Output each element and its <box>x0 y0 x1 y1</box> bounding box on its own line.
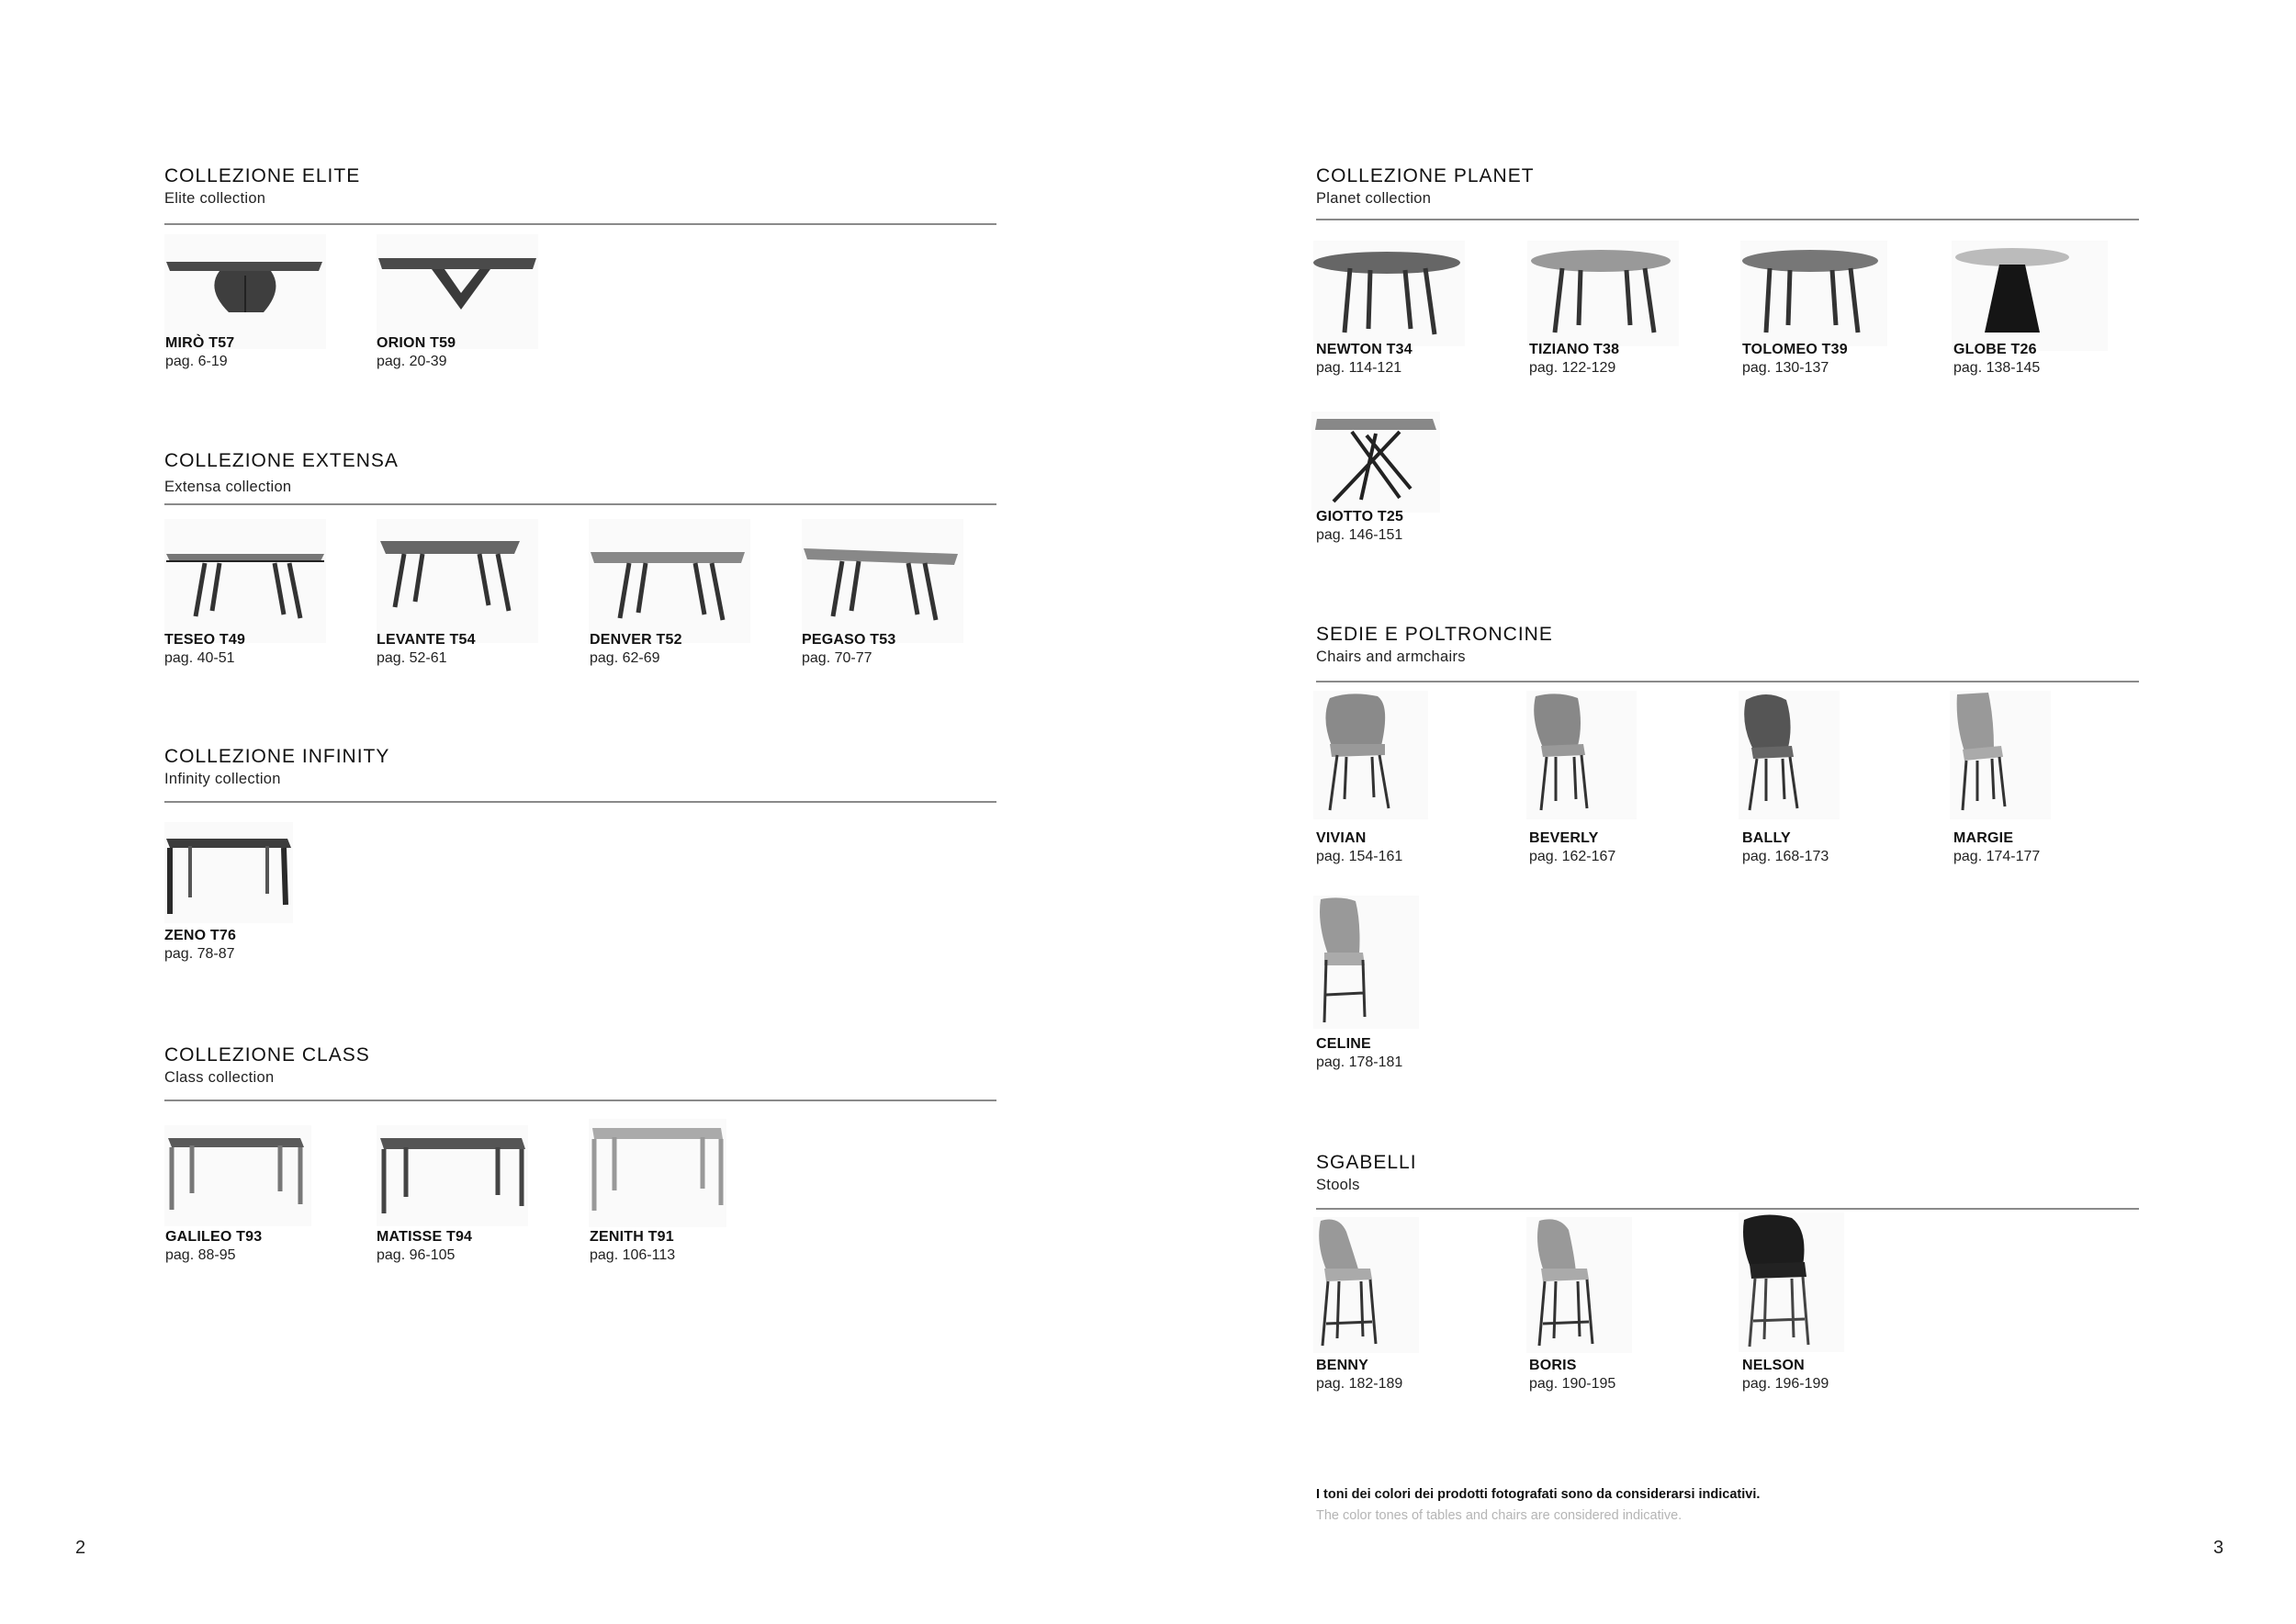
color-note-italian: I toni dei colori dei prodotti fotografati sono da considerarsi indicativi. <box>1316 1487 1761 1502</box>
section-title: COLLEZIONE ELITE <box>164 165 361 186</box>
section-class <box>164 1044 996 1087</box>
section-divider <box>164 503 996 505</box>
product-name: NELSON <box>1742 1358 1805 1373</box>
chair-icon <box>1526 691 1637 819</box>
product-name: ZENO T76 <box>164 928 237 943</box>
extendable-table-icon <box>589 519 750 643</box>
product-pages: pag. 62-69 <box>590 650 660 666</box>
round-table-icon <box>1740 241 1887 346</box>
section-title: SEDIE E POLTRONCINE <box>1316 624 1553 645</box>
product-pages: pag. 52-61 <box>377 650 447 666</box>
product-pages: pag. 130-137 <box>1742 360 1829 376</box>
section-divider <box>164 223 996 225</box>
product-pages: pag. 178-181 <box>1316 1054 1403 1070</box>
product-name: DENVER T52 <box>590 632 682 648</box>
product-pages: pag. 70-77 <box>802 650 872 666</box>
product-name: GALILEO T93 <box>165 1229 263 1245</box>
round-table-icon <box>1313 241 1465 346</box>
section-subtitle: Class collection <box>164 1069 275 1086</box>
product-pages: pag. 182-189 <box>1316 1376 1403 1392</box>
section-elite <box>164 165 996 208</box>
product-pages: pag. 168-173 <box>1742 849 1829 864</box>
section-planet <box>1316 165 2139 208</box>
product-pages: pag. 162-167 <box>1529 849 1616 864</box>
extendable-table-icon <box>377 519 538 643</box>
product-pages: pag. 106-113 <box>590 1247 676 1263</box>
product-pages: pag. 40-51 <box>164 650 235 666</box>
product-pages: pag. 138-145 <box>1953 360 2041 376</box>
product-pages: pag. 88-95 <box>165 1247 236 1263</box>
product-name: BALLY <box>1742 830 1791 846</box>
product-pages: pag. 190-195 <box>1529 1376 1616 1392</box>
section-divider <box>164 1100 996 1101</box>
table-sculptural-base-icon <box>164 234 326 349</box>
chair-icon <box>1950 691 2051 819</box>
product-pages: pag. 78-87 <box>164 946 235 962</box>
product-pages: pag. 154-161 <box>1316 849 1403 864</box>
section-subtitle: Stools <box>1316 1177 1360 1193</box>
product-name: BEVERLY <box>1529 830 1599 846</box>
cross-base-table-icon <box>1311 412 1440 513</box>
product-name: GLOBE T26 <box>1953 342 2037 357</box>
section-title: COLLEZIONE CLASS <box>164 1044 370 1066</box>
stool-icon <box>1313 1217 1419 1353</box>
product-name: TESEO T49 <box>164 632 246 648</box>
product-name: BORIS <box>1529 1358 1577 1373</box>
product-name: VIVIAN <box>1316 830 1367 846</box>
page-number: 3 <box>2213 1538 2224 1558</box>
product-name: TOLOMEO T39 <box>1742 342 1848 357</box>
product-name: TIZIANO T38 <box>1529 342 1620 357</box>
section-title: COLLEZIONE PLANET <box>1316 165 1535 186</box>
product-name: LEVANTE T54 <box>377 632 476 648</box>
section-infinity <box>164 746 996 788</box>
pedestal-table-icon <box>1034 241 1035 242</box>
pedestal-table-icon <box>1952 241 2108 351</box>
rectangular-table-icon <box>589 1119 726 1227</box>
product-name: NEWTON T34 <box>1316 342 1412 357</box>
section-divider <box>1316 219 2139 220</box>
product-name: MATISSE T94 <box>377 1229 473 1245</box>
page-number: 2 <box>75 1538 86 1558</box>
section-title: COLLEZIONE INFINITY <box>164 746 390 767</box>
stool-icon <box>1739 1212 1844 1352</box>
table-v-base-icon <box>377 234 538 349</box>
section-subtitle: Infinity collection <box>164 771 281 787</box>
product-name: BENNY <box>1316 1358 1369 1373</box>
product-pages: pag. 146-151 <box>1316 527 1403 543</box>
section-subtitle: Planet collection <box>1316 190 1432 207</box>
product-pages: pag. 20-39 <box>377 354 447 369</box>
product-name: ZENITH T91 <box>590 1229 674 1245</box>
product-name: MIRÒ T57 <box>165 335 235 351</box>
section-chairs <box>1316 624 2139 666</box>
product-name: MARGIE <box>1953 830 2014 846</box>
section-subtitle: Extensa collection <box>164 479 292 495</box>
rectangular-table-icon <box>164 1125 311 1226</box>
product-pages: pag. 114-121 <box>1316 360 1402 376</box>
section-title: COLLEZIONE EXTENSA <box>164 450 399 471</box>
round-table-icon <box>1527 241 1679 346</box>
armchair-icon <box>1313 691 1428 819</box>
extendable-table-icon <box>164 519 326 643</box>
product-name: GIOTTO T25 <box>1316 509 1404 524</box>
product-pages: pag. 96-105 <box>377 1247 456 1263</box>
rectangular-table-icon <box>164 822 293 923</box>
rectangular-table-icon <box>377 1125 528 1226</box>
section-divider <box>1316 681 2139 682</box>
product-name: CELINE <box>1316 1036 1371 1052</box>
section-extensa <box>164 450 996 496</box>
chair-icon <box>1313 896 1419 1029</box>
product-pages: pag. 6-19 <box>165 354 228 369</box>
product-pages: pag. 122-129 <box>1529 360 1616 376</box>
section-divider <box>1316 1208 2139 1210</box>
product-pages: pag. 196-199 <box>1742 1376 1829 1392</box>
color-note-english: The color tones of tables and chairs are considered indicative. <box>1316 1508 1683 1523</box>
section-subtitle: Elite collection <box>164 190 266 207</box>
extendable-table-icon <box>802 519 963 643</box>
product-name: ORION T59 <box>377 335 456 351</box>
section-stools <box>1316 1152 2139 1194</box>
section-title: SGABELLI <box>1316 1152 1417 1173</box>
chair-icon <box>1739 691 1840 819</box>
section-subtitle: Chairs and armchairs <box>1316 648 1466 665</box>
section-divider <box>164 801 996 803</box>
product-pages: pag. 174-177 <box>1953 849 2041 864</box>
stool-icon <box>1526 1217 1632 1353</box>
product-name: PEGASO T53 <box>802 632 896 648</box>
